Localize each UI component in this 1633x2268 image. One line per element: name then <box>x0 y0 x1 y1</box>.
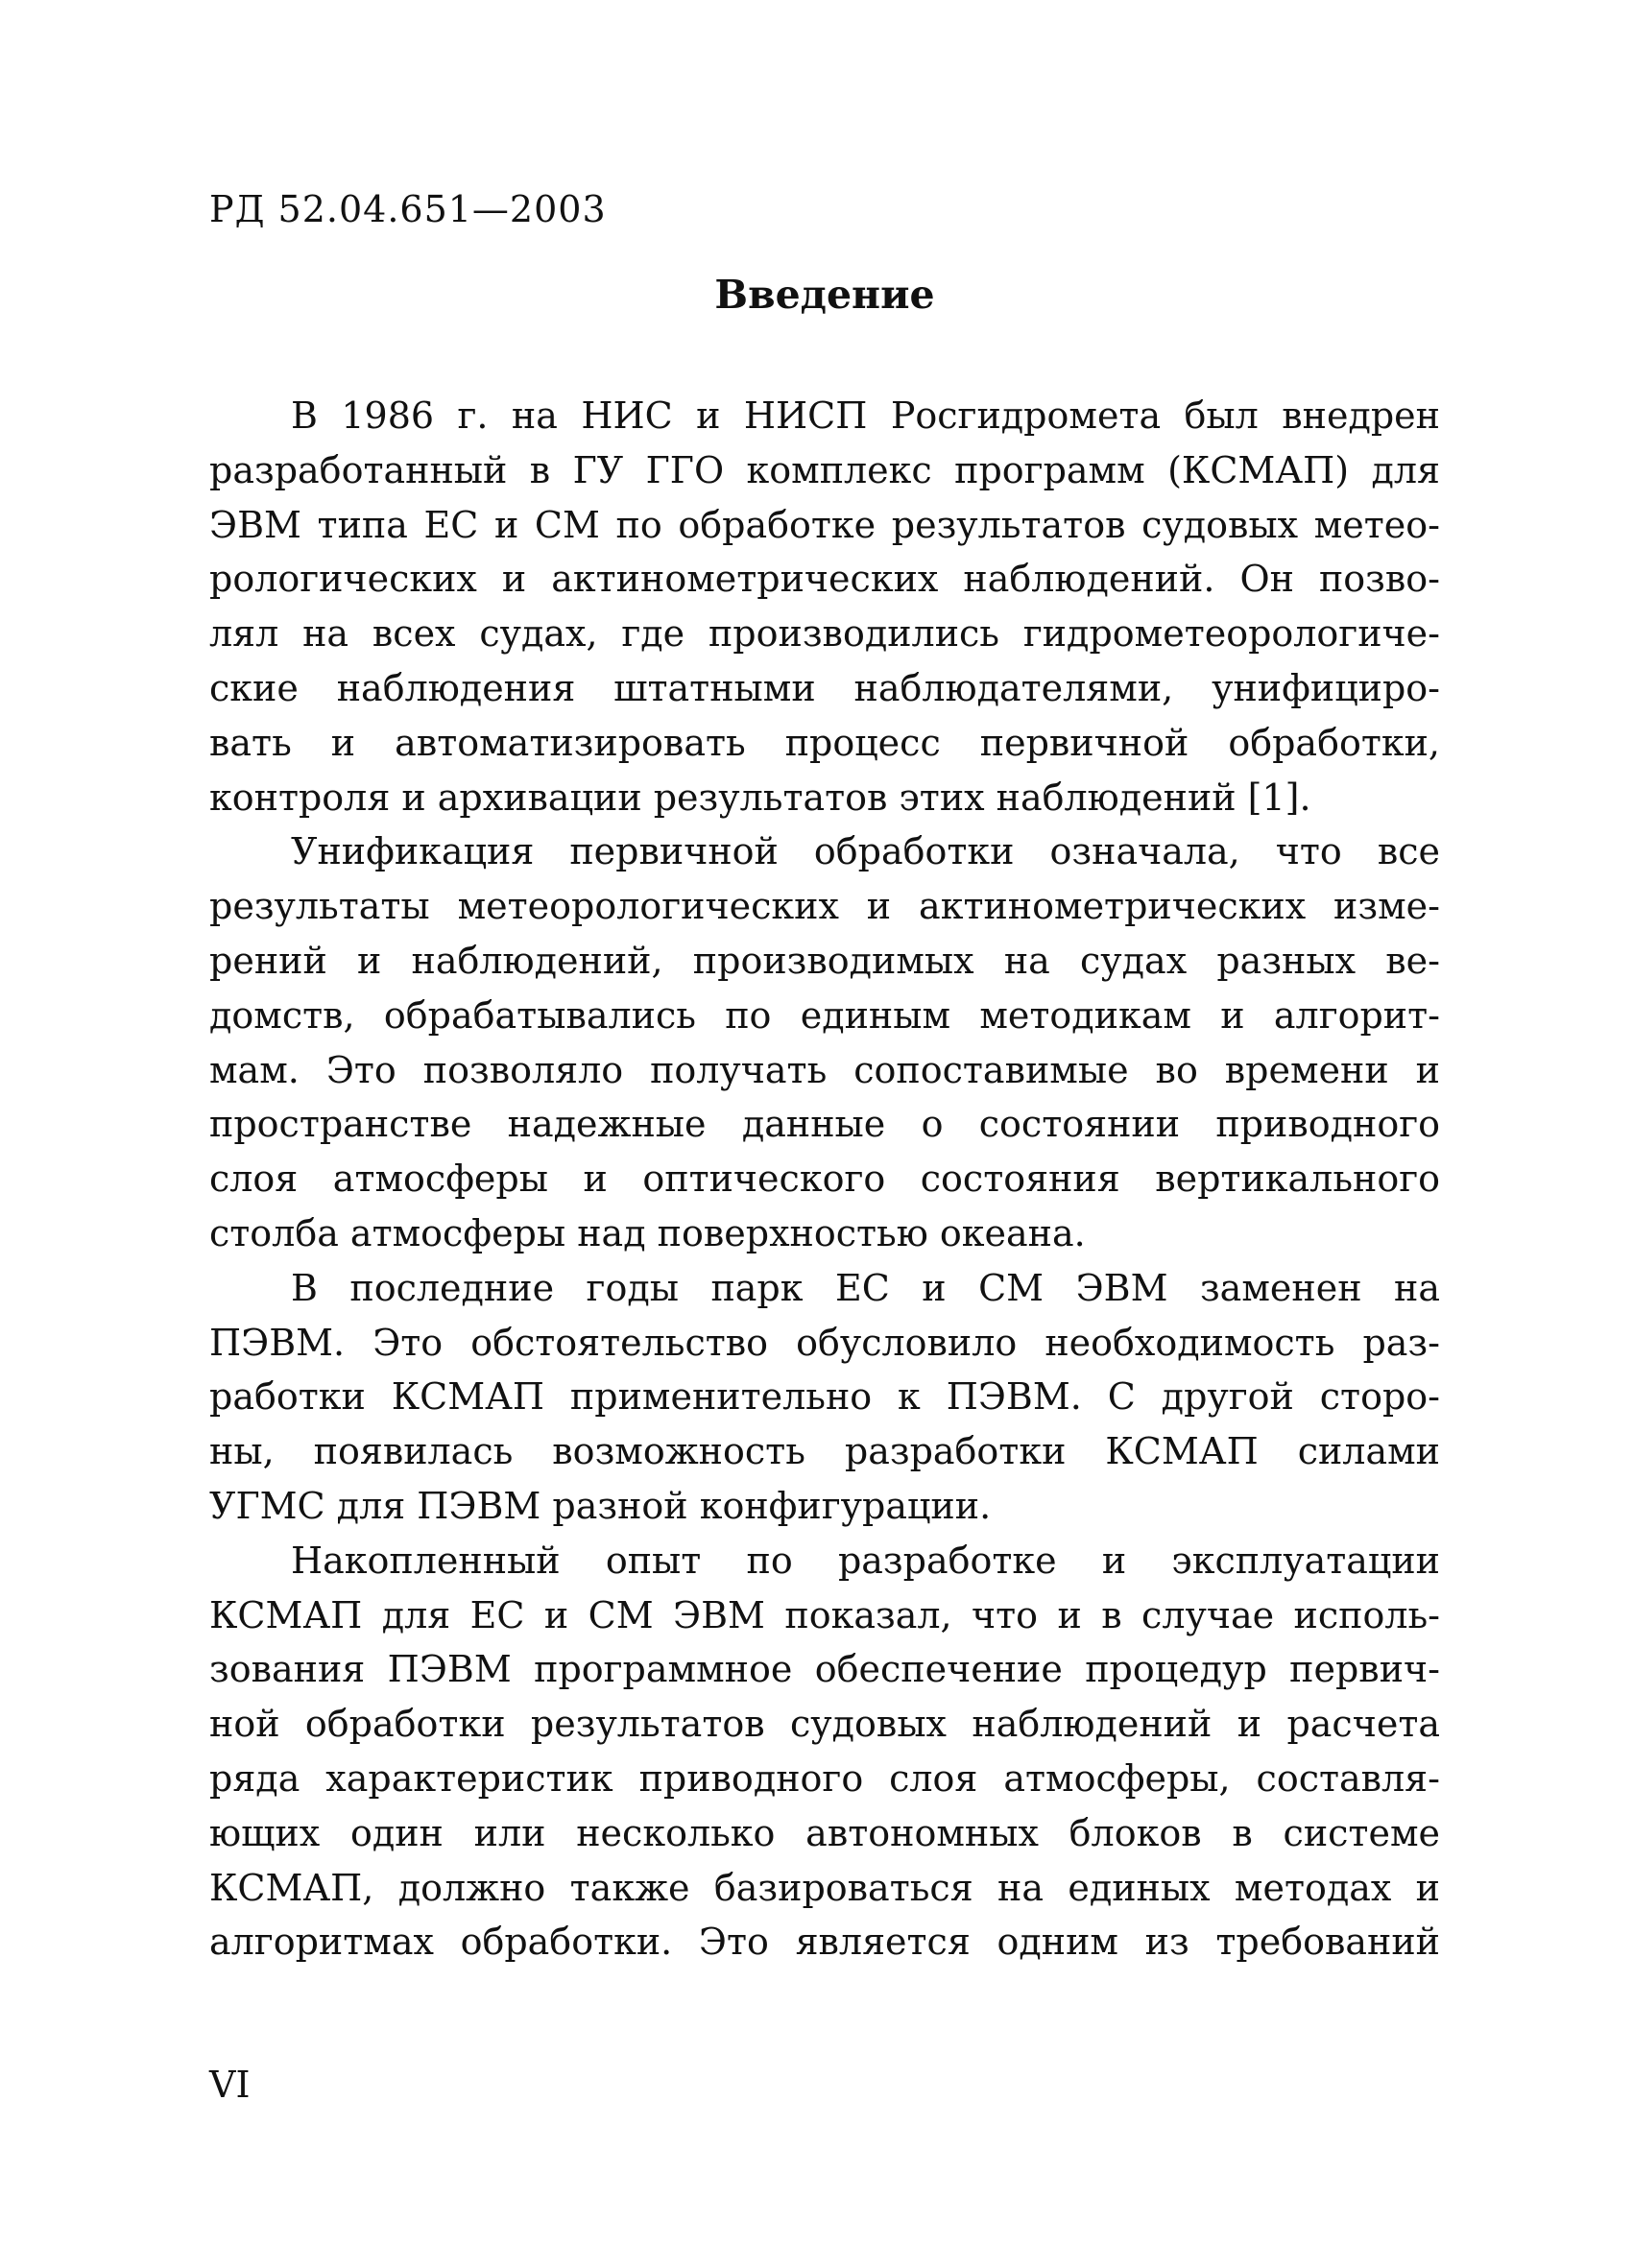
text-line: разработанный в ГУ ГГО комплекс программ (КСМАП) для <box>209 448 1440 491</box>
text-line: столба атмосферы над поверхностью океана. <box>209 1211 1086 1254</box>
text-line: В последние годы парк ЕС и СМ ЭВМ заменен на <box>291 1266 1440 1309</box>
text-line: алгоритмах обработки. Это является одним из требований <box>209 1921 1440 1964</box>
text-line: вать и автоматизировать процесс первичной обработки, <box>209 721 1440 764</box>
text-line: мам. Это позволяло получать сопоставимые во времени и <box>209 1048 1440 1091</box>
text-line: слоя атмосферы и оптического состояния вертикального <box>209 1158 1440 1201</box>
document-code: РД 52.04.651—2003 <box>209 188 607 230</box>
text-line: ны, появилась возможность разработки КСМАП силами <box>209 1430 1440 1473</box>
text-line: контроля и архивации результатов этих наблюдений [1]. <box>209 776 1311 819</box>
text-line: ские наблюдения штатными наблюдателями, унифициро- <box>209 666 1440 709</box>
body-text <box>209 389 1440 1970</box>
text-line: рологических и актинометрических наблюдений. Он позво- <box>209 558 1440 601</box>
text-line: лял на всех судах, где производились гидрометеорологиче- <box>209 612 1440 656</box>
text-line: В 1986 г. на НИС и НИСП Росгидромета был внедрен <box>291 394 1440 437</box>
text-line: Накопленный опыт по разработке и эксплуатации <box>291 1539 1440 1582</box>
text-line: пространстве надежные данные о состоянии приводного <box>209 1103 1440 1146</box>
text-line: УГМС для ПЭВМ разной конфигурации. <box>209 1484 992 1527</box>
text-line: ЭВМ типа ЕС и СМ по обработке результатов судовых метео- <box>209 503 1440 546</box>
text-line: КСМАП, должно также базироваться на единых методах и <box>209 1866 1440 1909</box>
text-line: Унификация первичной обработки означала, что все <box>291 830 1440 873</box>
text-line: работки КСМАП применительно к ПЭВМ. С другой сторо- <box>209 1375 1440 1419</box>
page-number: VI <box>209 2064 251 2106</box>
text-line: КСМАП для ЕС и СМ ЭВМ показал, что и в случае исполь- <box>209 1593 1440 1636</box>
text-line: домств, обрабатывались по единым методикам и алгорит- <box>209 993 1440 1037</box>
text-line: результаты метеорологических и актинометрических изме- <box>209 885 1440 928</box>
text-line: ПЭВМ. Это обстоятельство обусловило необходимость раз- <box>209 1321 1440 1364</box>
text-line: рений и наблюдений, производимых на судах разных ве- <box>209 939 1440 982</box>
text-line: ющих один или несколько автономных блоков в системе <box>209 1811 1440 1854</box>
text-line: зования ПЭВМ программное обеспечение процедур первич- <box>209 1648 1440 1691</box>
section-title: Введение <box>714 272 935 318</box>
text-line: ной обработки результатов судовых наблюдений и расчета <box>209 1703 1440 1746</box>
text-line: ряда характеристик приводного слоя атмосферы, составля- <box>209 1756 1440 1800</box>
